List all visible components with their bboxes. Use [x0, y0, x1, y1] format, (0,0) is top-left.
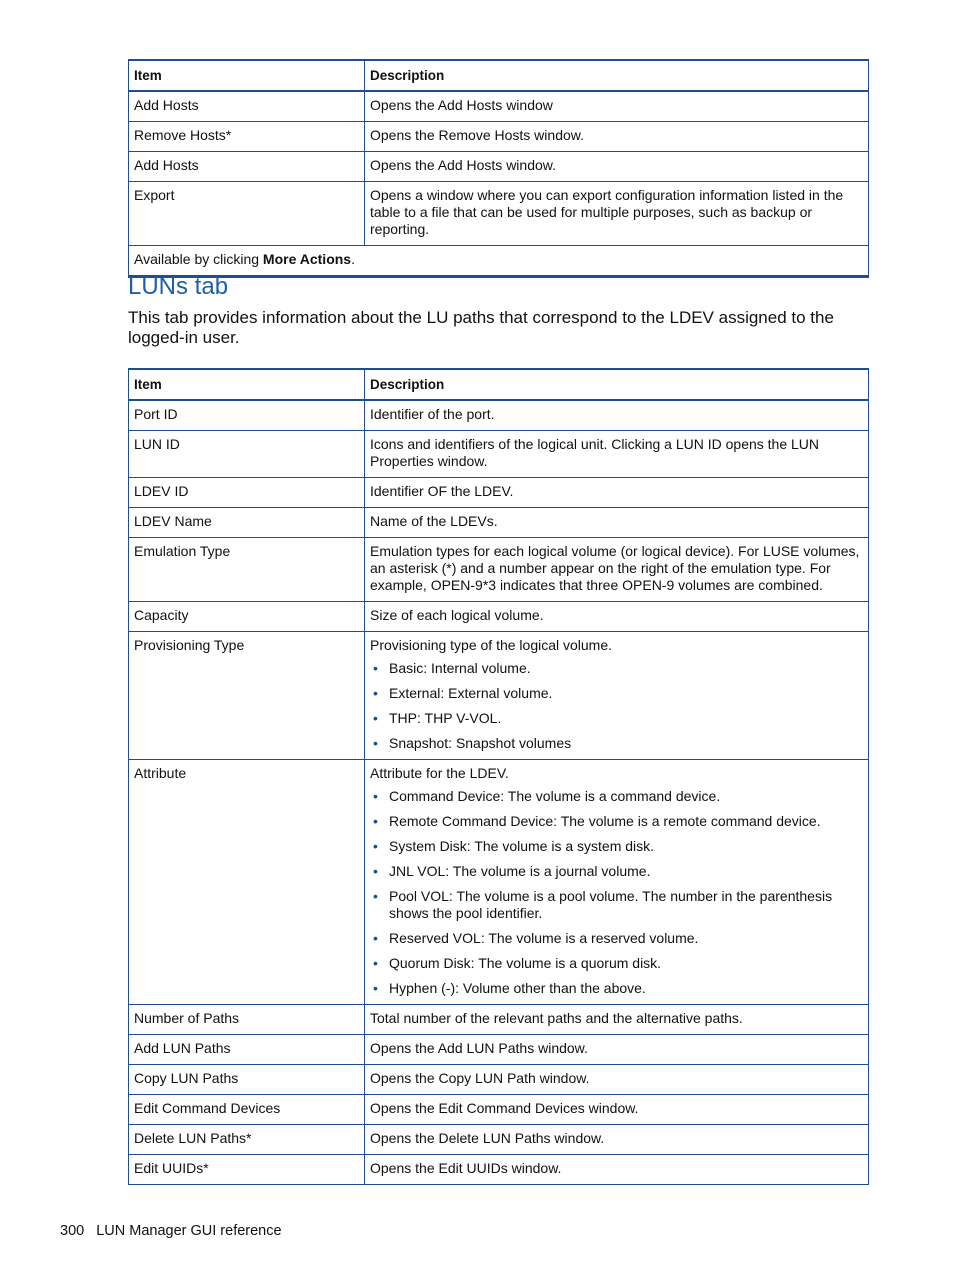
list-item: • JNL VOL: The volume is a journal volume.: [370, 863, 863, 880]
section-intro: This tab provides information about the LU paths that correspond to the LDEV assigned to the logged-in user.: [128, 308, 834, 347]
description-cell: Size of each logical volume.: [365, 602, 869, 632]
item-cell: Export: [129, 182, 365, 246]
description-cell: Emulation types for each logical volume (or logical device). For LUSE volumes, an asterisk (*) and a number appear on the right of the emulation type. For example, OPEN-9*3 indicates that three OPEN-9 volumes are combined.: [365, 538, 869, 602]
description-cell: Opens the Add LUN Paths window.: [365, 1035, 869, 1065]
description-cell: Opens the Add Hosts window.: [365, 152, 869, 182]
table-row: [129, 1035, 869, 1065]
item-cell: Provisioning Type: [129, 632, 365, 760]
table-row: [129, 152, 869, 182]
table-row: [129, 760, 869, 1005]
table-row: [129, 1005, 869, 1035]
list-item: • Quorum Disk: The volume is a quorum disk.: [370, 955, 863, 972]
description-cell: Total number of the relevant paths and the alternative paths.: [365, 1005, 869, 1035]
item-cell: Edit UUIDs*: [129, 1155, 365, 1185]
table-row: [129, 122, 869, 152]
description-lead: Attribute for the LDEV.: [370, 765, 509, 781]
table-row: [129, 538, 869, 602]
section-heading: LUNs tab: [128, 273, 229, 300]
table-row: [129, 632, 869, 760]
footer-title: LUN Manager GUI reference: [96, 1223, 282, 1239]
luns-tab-table: [128, 368, 869, 1185]
column-header-item: Item: [129, 60, 365, 91]
description-cell: Opens the Remove Hosts window.: [365, 122, 869, 152]
list-item: • Basic: Internal volume.: [370, 660, 863, 677]
list-item: • Hyphen (-): Volume other than the above.: [370, 980, 863, 997]
bullet-list: [370, 788, 863, 997]
table-header-row: [129, 60, 869, 91]
footnote-prefix: Available by clicking: [134, 251, 263, 267]
page-number: 300: [60, 1223, 85, 1239]
table-header-row: [129, 369, 869, 400]
list-item: • Reserved VOL: The volume is a reserved volume.: [370, 930, 863, 947]
item-cell: Remove Hosts*: [129, 122, 365, 152]
description-cell: Opens the Copy LUN Path window.: [365, 1065, 869, 1095]
item-cell: LDEV ID: [129, 478, 365, 508]
description-cell: [365, 760, 869, 1005]
item-cell: Edit Command Devices: [129, 1095, 365, 1125]
table-footnote-row: [129, 246, 869, 277]
description-cell: Name of the LDEVs.: [365, 508, 869, 538]
bullet-list: [370, 660, 863, 752]
list-item: • Command Device: The volume is a command device.: [370, 788, 863, 805]
column-header-description: Description: [365, 369, 869, 400]
column-header-description: Description: [365, 60, 869, 91]
item-cell: Add LUN Paths: [129, 1035, 365, 1065]
table-row: [129, 1155, 869, 1185]
description-cell: [365, 632, 869, 760]
item-cell: Number of Paths: [129, 1005, 365, 1035]
item-cell: Port ID: [129, 400, 365, 431]
list-item: • Snapshot: Snapshot volumes: [370, 735, 863, 752]
description-cell: Opens the Edit UUIDs window.: [365, 1155, 869, 1185]
item-cell: LUN ID: [129, 431, 365, 478]
list-item: • External: External volume.: [370, 685, 863, 702]
footnote-suffix: .: [351, 251, 355, 267]
item-cell: Capacity: [129, 602, 365, 632]
description-cell: Opens the Add Hosts window: [365, 91, 869, 122]
description-cell: Identifier of the port.: [365, 400, 869, 431]
item-cell: Attribute: [129, 760, 365, 1005]
list-item: • System Disk: The volume is a system disk.: [370, 838, 863, 855]
description-lead: Provisioning type of the logical volume.: [370, 637, 613, 653]
table-row: [129, 431, 869, 478]
table-row: [129, 1095, 869, 1125]
table-row: [129, 508, 869, 538]
list-item: • THP: THP V-VOL.: [370, 710, 863, 727]
item-cell: LDEV Name: [129, 508, 365, 538]
description-cell: Icons and identifiers of the logical unit. Clicking a LUN ID opens the LUN Properties window.: [365, 431, 869, 478]
footnote-bold: More Actions: [262, 251, 352, 267]
column-header-item: Item: [129, 369, 365, 400]
table-row: [129, 91, 869, 122]
table-row: [129, 400, 869, 431]
table-footnote: [129, 246, 869, 277]
item-cell: Add Hosts: [129, 152, 365, 182]
table-row: [129, 478, 869, 508]
list-item: • Pool VOL: The volume is a pool volume. The number in the parenthesis shows the pool identifier.: [370, 888, 863, 922]
table-row: [129, 1065, 869, 1095]
page-footer: [60, 1222, 282, 1240]
item-cell: Copy LUN Paths: [129, 1065, 365, 1095]
item-cell: Emulation Type: [129, 538, 365, 602]
description-cell: Opens the Edit Command Devices window.: [365, 1095, 869, 1125]
actions-table: [128, 59, 869, 278]
item-cell: Add Hosts: [129, 91, 365, 122]
item-cell: Delete LUN Paths*: [129, 1125, 365, 1155]
description-cell: Opens a window where you can export configuration information listed in the table to a file that can be used for multiple purposes, such as backup or reporting.: [365, 182, 869, 246]
table-row: [129, 1125, 869, 1155]
table-row: [129, 182, 869, 246]
description-cell: Opens the Delete LUN Paths window.: [365, 1125, 869, 1155]
list-item: • Remote Command Device: The volume is a remote command device.: [370, 813, 863, 830]
description-cell: Identifier OF the LDEV.: [365, 478, 869, 508]
table-row: [129, 602, 869, 632]
